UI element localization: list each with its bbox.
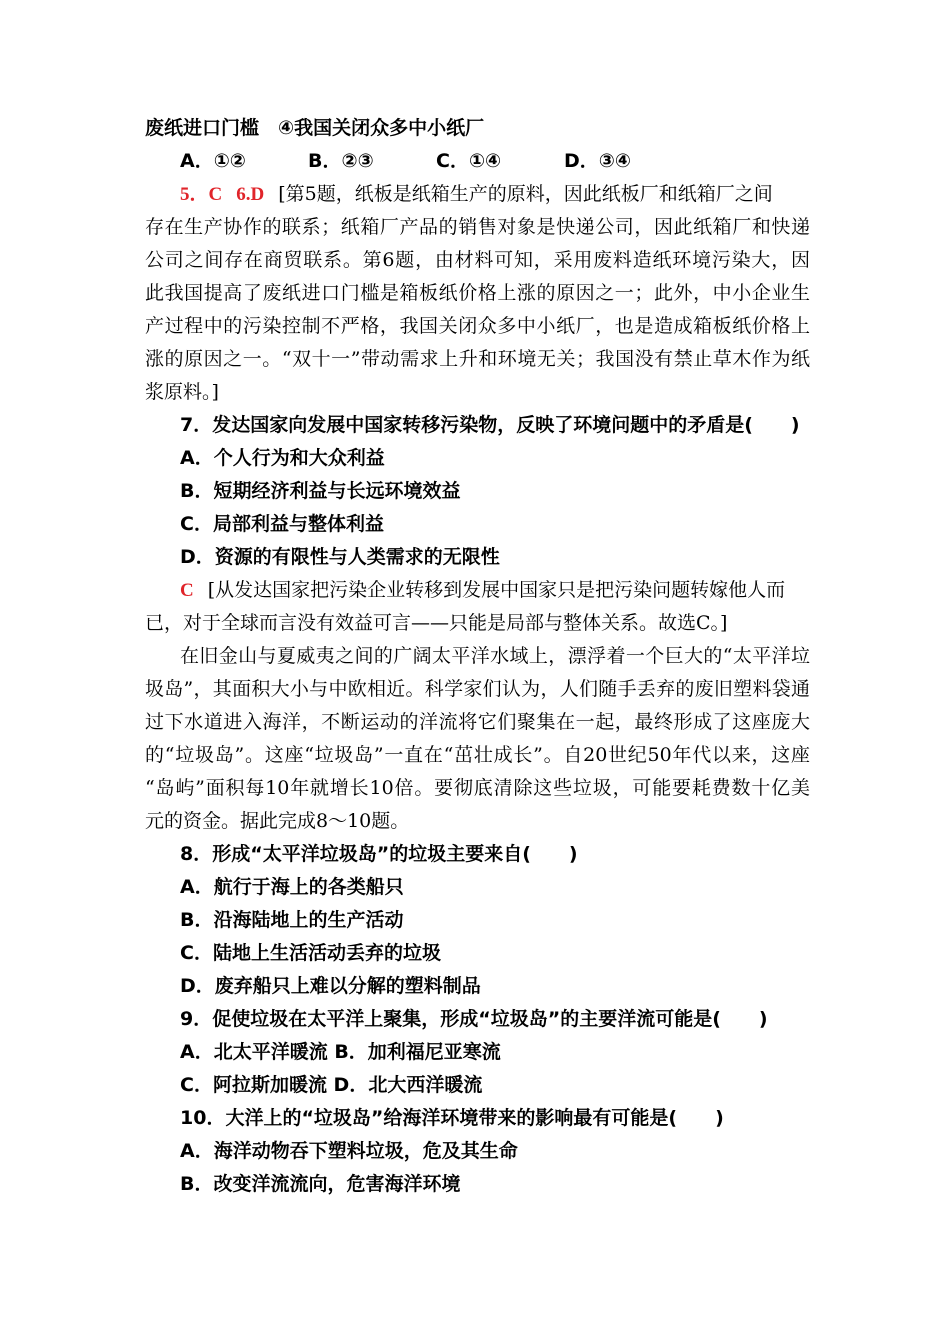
q7-option-c: C．局部利益与整体利益 [180,513,384,535]
q8-option-d: D．废弃船只上难以分解的塑料制品 [180,975,481,997]
option-d: D．③④ [564,150,631,172]
passage-text: 过下水道进入海洋，不断运动的洋流将它们聚集在一起，最终形成了这座庞大 [145,711,810,733]
passage-text: 元的资金。据此完成8～10题。 [145,810,410,832]
answer-text: 浆原料。] [145,381,219,403]
q9-options-cd: C．阿拉斯加暖流 D．北大西洋暖流 [180,1074,483,1096]
q7-answer-line [145,574,810,607]
passage-text: 圾岛”，其面积大小与中欧相近。科学家们认为，人们随手丢弃的废旧塑料袋通 [145,678,810,700]
answer-text: [第5题，纸板是纸箱生产的原料，因此纸板厂和纸箱厂之间 [278,183,773,205]
q9-stem: 9．促使垃圾在太平洋上聚集，形成“垃圾岛”的主要洋流可能是( ) [180,1008,768,1030]
q7-option-d: D．资源的有限性与人类需求的无限性 [180,546,500,568]
q10-option-b: B．改变洋流流向，危害海洋环境 [180,1173,461,1195]
q8-option-b: B．沿海陆地上的生产活动 [180,909,404,931]
answer-text: 此我国提高了废纸进口门槛是箱板纸价格上涨的原因之一；此外，中小企业生 [145,282,810,304]
q10-option-a: A．海洋动物吞下塑料垃圾，危及其生命 [180,1140,518,1162]
q7-stem: 7．发达国家向发展中国家转移污染物，反映了环境问题中的矛盾是( ) [180,414,800,436]
passage-text: “岛屿”面积每10年就增长10倍。要彻底清除这些垃圾，可能要耗费数十亿美 [145,777,810,799]
option-a: A．①② [180,150,246,172]
q7-answer-text: 已，对于全球而言没有效益可言——只能是局部与整体关系。故选C。] [145,612,728,634]
q7-answer-text: [从发达国家把污染企业转移到发展中国家只是把污染问题转嫁他人而 [207,579,786,601]
q7-option-b: B．短期经济利益与长远环境效益 [180,480,461,502]
answer-text: 公司之间存在商贸联系。第6题，由材料可知，采用废料造纸环境污染大，因 [145,249,810,271]
option-b: B．②③ [308,150,374,172]
passage-text: 的“垃圾岛”。这座“垃圾岛”一直在“茁壮成长”。自20世纪50年代以来，这座 [145,744,810,766]
q7-option-a: A．个人行为和大众利益 [180,447,385,469]
q8-stem: 8．形成“太平洋垃圾岛”的垃圾主要来自( ) [180,843,578,865]
q5-6-stem-tail: 废纸进口门槛 ④我国关闭众多中小纸厂 [145,117,485,139]
passage-text: 在旧金山与夏威夷之间的广阔太平洋水域上，漂浮着一个巨大的“太平洋垃 [180,645,810,667]
answer-label-6: 6.D [236,184,265,205]
q7-answer-label: C [180,580,194,601]
answer-text: 涨的原因之一。“双十一”带动需求上升和环境无关；我国没有禁止草木作为纸 [145,348,810,370]
answer-text: 存在生产协作的联系；纸箱厂产品的销售对象是快递公司，因此纸箱厂和快递 [145,216,810,238]
q10-stem: 10．大洋上的“垃圾岛”给海洋环境带来的影响最有可能是( ) [180,1107,724,1129]
answer-5-6-line [145,178,810,211]
q5-6-options [145,145,810,178]
answer-label-5: 5．C [180,184,223,205]
answer-text: 产过程中的污染控制不严格，我国关闭众多中小纸厂，也是造成箱板纸价格上 [145,315,810,337]
option-c: C．①④ [436,150,502,172]
q8-option-a: A．航行于海上的各类船只 [180,876,404,898]
q8-option-c: C．陆地上生活活动丢弃的垃圾 [180,942,441,964]
document-page [145,112,810,1201]
q9-options-ab: A．北太平洋暖流 B．加利福尼亚寒流 [180,1041,501,1063]
